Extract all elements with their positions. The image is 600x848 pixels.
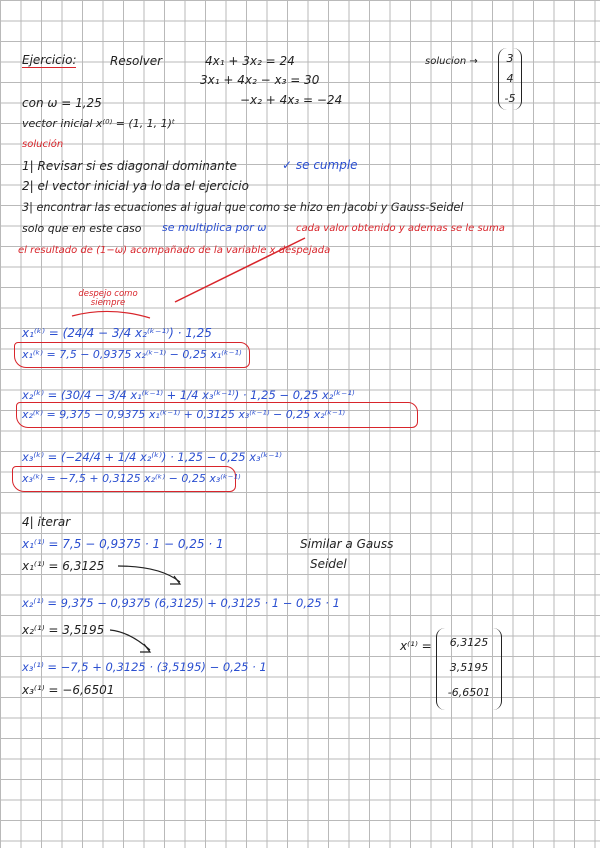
eq-x2-b: x₂⁽ᵏ⁾ = 9,375 − 0,9375 x₁⁽ᵏ⁻¹⁾ + 0,3125 x₃⁽ᵏ⁻¹⁾ − 0,25 x₂⁽ᵏ⁻¹⁾	[22, 408, 345, 421]
step-3-line-2-blue: se multiplica por ω	[162, 221, 267, 234]
solution-vector-3: -5	[504, 92, 516, 105]
vector-inicial: vector inicial x⁽⁰⁾ = (1, 1, 1)ᵗ	[22, 117, 176, 130]
step-3: 3| encontrar las ecuaciones al igual que como se hizo en Jacobi y Gauss-Seidel	[22, 201, 464, 214]
solucion-small-label: solución	[22, 139, 64, 150]
despejo-brace	[72, 311, 150, 318]
eq-x1-a: x₁⁽ᵏ⁾ = (24/4 − 3/4 x₂⁽ᵏ⁻¹⁾) · 1,25	[22, 326, 212, 340]
seidel-note: Seidel	[310, 557, 347, 571]
step-1: 1| Revisar si es diagonal dominante	[22, 159, 237, 173]
eq-x3-a: x₃⁽ᵏ⁾ = (−24/4 + 1/4 x₂⁽ᵏ⁾) · 1,25 − 0,25 x₃⁽ᵏ⁻¹⁾	[22, 450, 282, 464]
equation-2: 3x₁ + 4x₂ − x₃ = 30	[200, 73, 320, 87]
iter-x1-result: x₁⁽¹⁾ = 6,3125	[22, 559, 105, 573]
result-vector	[436, 628, 502, 710]
result-vector-3: -6,6501	[447, 686, 491, 699]
step-3-line-3-red: el resultado de (1−ω) acompañado de la variable x despejada	[18, 245, 331, 256]
step-1-check: ✓ se cumple	[282, 158, 358, 172]
result-vector-1: 6,3125	[449, 636, 489, 649]
iter-x3-result: x₃⁽¹⁾ = −6,6501	[22, 683, 115, 697]
similar-note: Similar a Gauss	[300, 537, 394, 551]
step-2: 2| el vector inicial ya lo da el ejercicio	[22, 179, 249, 193]
despejo-note: despejo como siempre	[78, 289, 138, 309]
iter-x1-line: x₁⁽¹⁾ = 7,5 − 0,9375 · 1 − 0,25 · 1	[22, 537, 224, 551]
iter-x2-line: x₂⁽¹⁾ = 9,375 − 0,9375 (6,3125) + 0,3125 · 1 − 0,25 · 1	[22, 596, 340, 610]
step-3-line-2-red: cada valor obtenido y ademas se le suma	[296, 223, 505, 234]
result-label: x⁽¹⁾ =	[400, 639, 432, 653]
step-3-line-2-black: solo que en este caso	[22, 222, 142, 235]
step-4-title: 4| iterar	[22, 515, 71, 529]
eq-x1-b: x₁⁽ᵏ⁾ = 7,5 − 0,9375 x₂⁽ᵏ⁻¹⁾ − 0,25 x₁⁽ᵏ⁻¹⁾	[22, 348, 242, 361]
ejercicio-heading: Ejercicio:	[22, 53, 77, 67]
eq-x2-a: x₂⁽ᵏ⁾ = (30/4 − 3/4 x₁⁽ᵏ⁻¹⁾ + 1/4 x₃⁽ᵏ⁻¹⁾) · 1,25 − 0,25 x₂⁽ᵏ⁻¹⁾	[22, 388, 355, 402]
omega-value: con ω = 1,25	[22, 96, 102, 110]
equation-1: 4x₁ + 3x₂ = 24	[205, 54, 295, 68]
eq-x3-b: x₃⁽ᵏ⁾ = −7,5 + 0,3125 x₂⁽ᵏ⁾ − 0,25 x₃⁽ᵏ⁻¹⁾	[22, 472, 241, 485]
solution-vector-2: 4	[506, 72, 514, 85]
solution-vector	[498, 48, 522, 110]
equation-3: −x₂ + 4x₃ = −24	[240, 93, 343, 107]
result-vector-2: 3,5195	[449, 661, 489, 674]
iter-x3-line: x₃⁽¹⁾ = −7,5 + 0,3125 · (3,5195) − 0,25 · 1	[22, 660, 267, 674]
iter-x2-result: x₂⁽¹⁾ = 3,5195	[22, 623, 105, 637]
arrow-1	[118, 566, 180, 582]
resolver-label: Resolver	[110, 54, 163, 68]
arrow-2	[110, 630, 150, 650]
solucion-label: solucion →	[425, 56, 478, 67]
solution-vector-1: 3	[506, 52, 514, 65]
